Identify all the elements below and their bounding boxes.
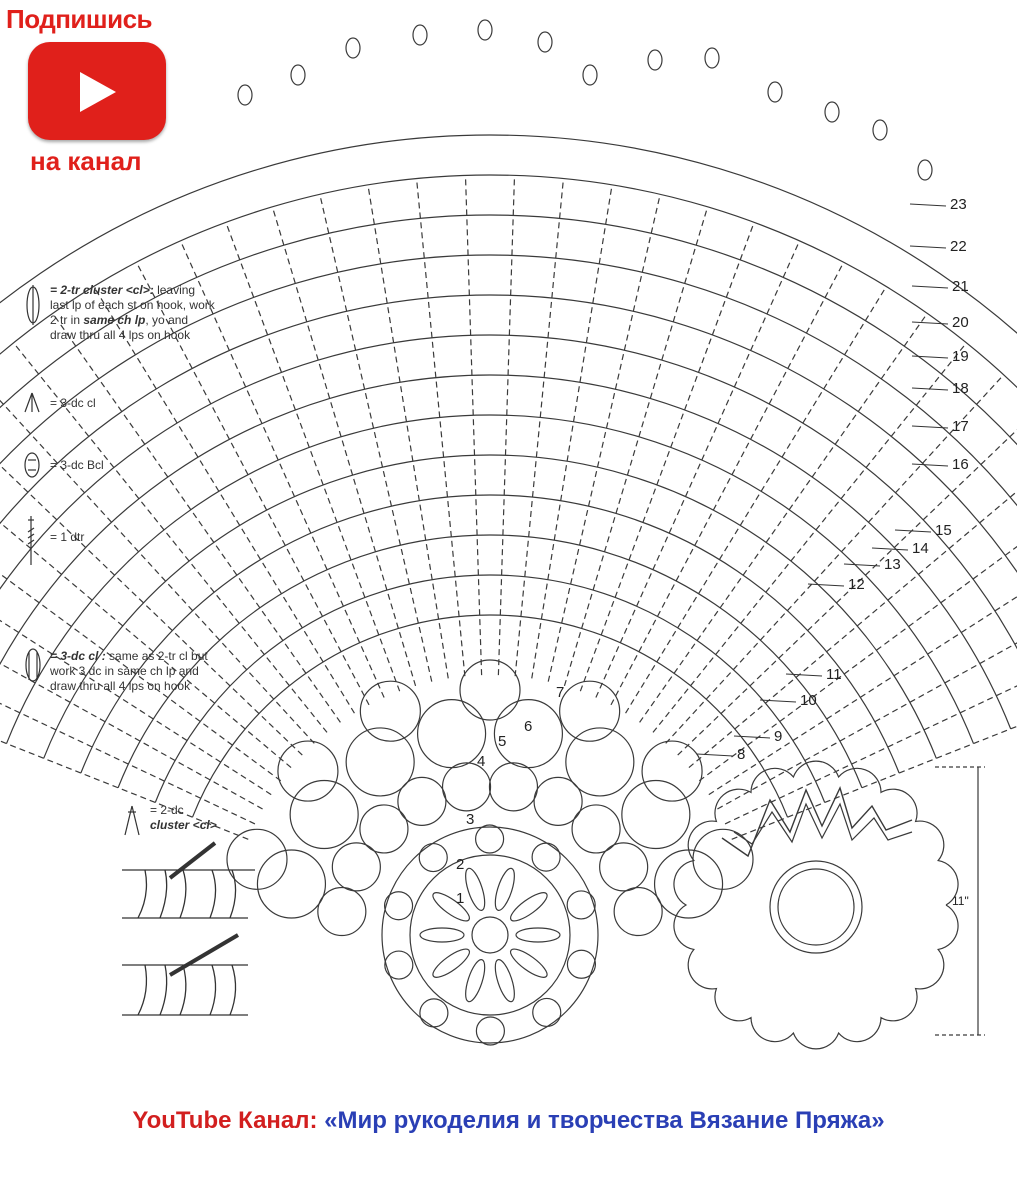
picot xyxy=(873,120,887,140)
row-leader-line xyxy=(786,674,822,676)
row-leader-line xyxy=(912,322,948,324)
dtr-symbol-icon xyxy=(28,516,34,565)
row-leader-line xyxy=(912,464,948,466)
top-picots xyxy=(238,20,932,180)
picot xyxy=(238,85,252,105)
footer-caption xyxy=(0,1107,1017,1135)
row-number-label: 23 xyxy=(950,196,967,213)
scallop xyxy=(419,844,447,872)
fan-arc xyxy=(0,295,1017,699)
picot xyxy=(291,65,305,85)
fan-spoke xyxy=(532,185,612,679)
picot xyxy=(346,38,360,58)
picot xyxy=(648,50,662,70)
row-number-label: 6 xyxy=(524,718,533,735)
row-number-label: 7 xyxy=(556,684,565,701)
row-number-label: 17 xyxy=(952,418,969,435)
row-leader-line xyxy=(697,754,733,756)
fan-spoke xyxy=(465,175,481,675)
tr-cluster-symbol-icon xyxy=(27,285,39,325)
fan-spoke xyxy=(580,222,754,691)
row-number-label: 16 xyxy=(952,456,969,473)
row-leader-line xyxy=(912,286,948,288)
fan-spoke xyxy=(611,262,844,705)
row-leader-line xyxy=(910,246,946,248)
fan-spoke xyxy=(689,446,1017,768)
petal xyxy=(491,866,518,912)
fan-arc xyxy=(7,415,974,744)
footer-label: YouTube Канал: xyxy=(132,1107,318,1134)
row-number-label: 3 xyxy=(466,811,475,828)
petal xyxy=(462,958,489,1004)
subscribe-text: Подпишись xyxy=(6,4,153,34)
channel-text: на канал xyxy=(30,146,142,176)
row-number-label: 13 xyxy=(884,556,901,573)
scallop xyxy=(420,999,448,1027)
petal xyxy=(462,866,489,912)
picot xyxy=(768,82,782,102)
picot xyxy=(918,160,932,180)
row-leader-line xyxy=(910,204,946,206)
legend-dc3-bcl: = 3-dc Bcl xyxy=(50,458,104,472)
scallop xyxy=(560,681,620,741)
petal xyxy=(516,928,560,942)
pineapple-fans xyxy=(0,135,1017,839)
scallop xyxy=(600,843,648,891)
dc3-cluster2-symbol-icon xyxy=(26,649,40,681)
row-number-label: 1 xyxy=(456,890,465,907)
picot xyxy=(583,65,597,85)
petal xyxy=(429,888,473,925)
center-motif xyxy=(382,825,598,1045)
row-number-label: 4 xyxy=(477,753,486,770)
scallop xyxy=(642,741,702,801)
scallop xyxy=(622,781,690,849)
scallop xyxy=(489,763,537,811)
legend-tr-cluster: = 2-tr cluster <cl>: leaving last lp of each st on hook, work 2 tr in same ch lp, yo and draw thru all 4 lps on hook xyxy=(50,283,215,342)
scallop xyxy=(655,850,723,918)
row-number-label: 9 xyxy=(774,728,783,745)
scallop xyxy=(227,829,287,889)
scallop xyxy=(360,681,420,741)
scallop xyxy=(385,951,413,979)
row-leader-line xyxy=(912,356,948,358)
fan-spoke xyxy=(498,175,514,675)
row-leader-line xyxy=(872,548,908,550)
petal xyxy=(429,945,473,982)
petal xyxy=(507,945,551,982)
row-number-label: 11 xyxy=(826,666,842,683)
row-number-label: 18 xyxy=(952,380,969,397)
row-number-label: 21 xyxy=(952,278,969,295)
picot xyxy=(825,102,839,122)
fan-spoke xyxy=(564,207,707,686)
fan-spoke xyxy=(368,185,448,679)
scallop xyxy=(614,888,662,936)
row-number-label: 12 xyxy=(848,576,865,593)
scallop xyxy=(318,888,366,936)
row-number-label: 19 xyxy=(952,348,969,365)
fan-spoke xyxy=(653,343,966,733)
legend-dc3-cl: = 3-dc cl xyxy=(50,396,96,410)
row-leader-line xyxy=(734,736,770,738)
scallop xyxy=(532,843,560,871)
scallop xyxy=(567,891,595,919)
row-leader-lines xyxy=(697,204,948,756)
dc3-bcl-symbol-icon xyxy=(25,453,39,477)
scallop xyxy=(476,825,504,853)
row-leader-line xyxy=(844,564,880,566)
picot xyxy=(413,25,427,45)
petal xyxy=(491,958,518,1004)
legend-dtr: = 1 dtr xyxy=(50,530,85,544)
scallop xyxy=(418,700,486,768)
scallop xyxy=(443,763,491,811)
scallop xyxy=(385,892,413,920)
petal xyxy=(507,888,551,925)
row-leader-line xyxy=(760,700,796,702)
row-number-label: 8 xyxy=(737,746,746,763)
scallop xyxy=(533,998,561,1026)
fan-spoke xyxy=(732,655,1017,839)
scallop xyxy=(567,950,595,978)
row-number-label: 15 xyxy=(935,522,952,539)
scallop-rings xyxy=(227,660,753,936)
scallop xyxy=(460,660,520,720)
row-leader-line xyxy=(808,584,844,586)
fan-spoke xyxy=(515,179,563,677)
fan-arc xyxy=(44,455,937,758)
legend-dc3-cl2: = 3-dc cl : same as 2-tr cl but work 3 dc in same ch lp and draw thru all 4 lps on hook xyxy=(50,649,208,693)
scallop xyxy=(257,850,325,918)
row-number-label: 5 xyxy=(498,733,507,750)
row-number-label: 22 xyxy=(950,238,967,255)
row-number-label: 14 xyxy=(912,540,929,557)
scallop xyxy=(278,741,338,801)
picot xyxy=(478,20,492,40)
fan-spoke xyxy=(417,179,465,677)
size-label: 11" xyxy=(952,894,969,908)
petal xyxy=(420,928,464,942)
fan-spoke xyxy=(0,409,302,755)
scallop xyxy=(290,781,358,849)
fan-spoke xyxy=(272,207,415,686)
dc2-cluster-symbol-icon xyxy=(125,806,139,835)
row-number-label: 2 xyxy=(456,856,465,873)
footer-channel-name: «Мир рукоделия и творчества Вязание Пряжа» xyxy=(324,1107,885,1134)
row-number-label: 20 xyxy=(952,314,969,331)
schematic-outline xyxy=(674,761,985,1049)
legend-dc2-cl: = 2-dc cluster <cl> xyxy=(150,803,217,832)
stitch-illustrations xyxy=(122,843,255,1015)
row-number-label: 10 xyxy=(800,692,817,709)
scallop xyxy=(476,1017,504,1045)
picot xyxy=(705,48,719,68)
picot xyxy=(538,32,552,52)
dc3-cluster-symbol-icon xyxy=(25,393,39,412)
